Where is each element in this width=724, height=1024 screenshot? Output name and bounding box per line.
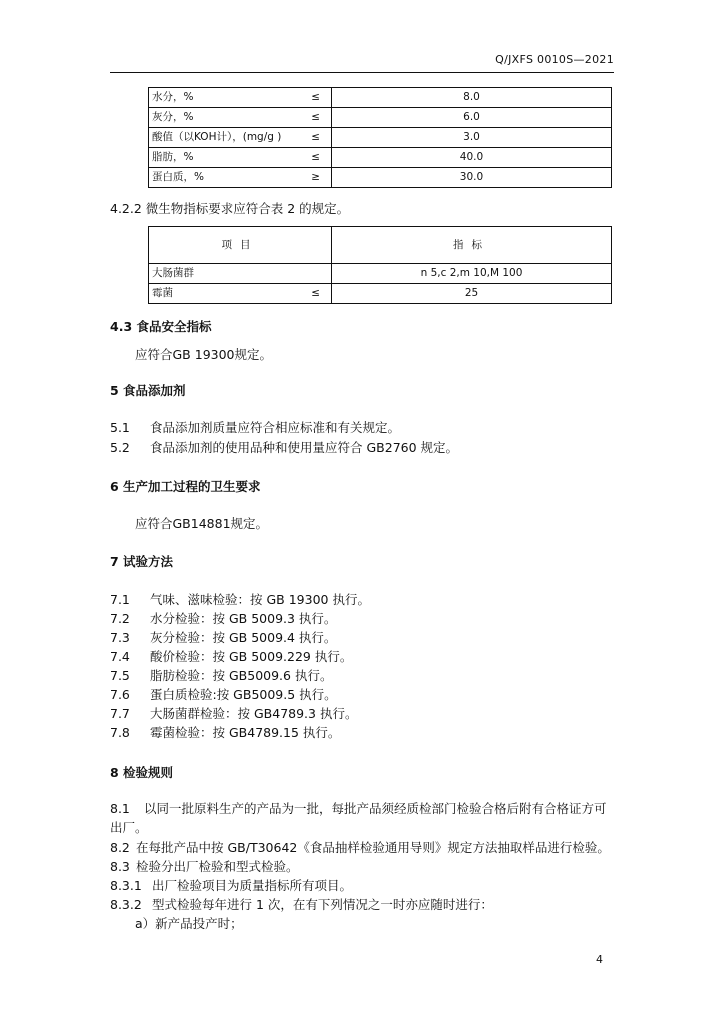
item-value: 30.0 [332,168,612,188]
section-8-title: 8 检验规则 [110,765,174,780]
section-6-text: 应符合GB14881规定。 [135,516,269,531]
clause-number: 7.1 [110,592,130,607]
comparison-operator: ≤ [311,111,320,123]
clause-number: 7.4 [110,649,130,664]
item-value: 6.0 [332,108,612,128]
comparison-operator: ≤ [311,151,320,163]
table-row [149,128,612,148]
clause-text: 大肠菌群检验：按 GB4789.3 执行。 [150,706,358,721]
clause-number: 7.6 [110,687,130,702]
clause-7-3 [110,628,336,646]
section-4-3-text: 应符合GB 19300规定。 [135,347,272,362]
clause-text: 灰分检验：按 GB 5009.4 执行。 [150,630,337,645]
microbial-table [148,226,612,304]
clause-number: 7.2 [110,611,130,626]
item-label: 酸值（以KOH计），(mg/g ) [152,131,282,143]
clause-number: 7.7 [110,706,130,721]
table-row [149,88,612,108]
section-6-title: 6 生产加工过程的卫生要求 [110,479,261,494]
clause-8-2 [110,838,610,856]
clause-number: 8.2 [110,840,130,855]
clause-text: 以同一批原料生产的产品为一批，每批产品须经质检部门检验合格后附有合格证方可 [144,801,607,816]
clause-7-1 [110,590,370,608]
header-rule [110,72,614,73]
item-label: 蛋白质，% [152,171,204,183]
clause-text: 食品添加剂质量应符合相应标准和有关规定。 [150,420,401,435]
clause-text: 气味、滋味检验：按 GB 19300 执行。 [150,592,370,607]
clause-8-1 [110,799,607,817]
clause-7-5 [110,666,332,684]
clause-text: 型式检验每年进行 1 次，在有下列情况之一时亦应随时进行： [152,897,493,912]
clause-text: 在每批产品中按 GB/T30642《食品抽样检验通用导则》规定方法抽取样品进行检验。 [136,840,610,855]
item-label: 灰分，% [152,111,194,123]
table-header-row [149,227,612,264]
comparison-operator: ≤ [311,91,320,103]
item-value: 40.0 [332,148,612,168]
clause-number: 7.5 [110,668,130,683]
table-row [149,148,612,168]
clause-number: 7.3 [110,630,130,645]
column-header-item: 项目 [149,227,332,264]
clause-5-1 [110,418,400,436]
clause-number: 8.3.2 [110,897,142,912]
clause-number: 5.2 [110,440,130,455]
comparison-operator: ≥ [311,171,320,183]
section-5-title: 5 食品添加剂 [110,383,186,398]
item-label: 脂肪，% [152,151,194,163]
item-label: 水分，% [152,91,194,103]
table-row [149,108,612,128]
clause-7-7 [110,704,357,722]
item-label: 大肠菌群 [152,267,194,279]
clause-number: 7.8 [110,725,130,740]
comparison-operator: ≤ [311,287,320,299]
table-row [149,284,612,304]
section-4-3-title: 4.3 食品安全指标 [110,319,212,334]
page-number: 4 [596,953,603,966]
clause-text: 蛋白质检验:按 GB5009.5 执行。 [150,687,337,702]
list-item-a: a）新产品投产时； [135,916,243,931]
clause-text: 检验分出厂检验和型式检验。 [136,859,299,874]
item-value: 25 [332,284,612,304]
clause-text: 酸价检验：按 GB 5009.229 执行。 [150,649,353,664]
clause-7-2 [110,609,336,627]
clause-number: 8.3 [110,859,130,874]
clause-number: 8.3.1 [110,878,142,893]
table-row [149,168,612,188]
item-value: 8.0 [332,88,612,108]
document-code: Q/JXFS 0010S—2021 [495,53,614,66]
item-value: 3.0 [332,128,612,148]
clause-text: 霉菌检验：按 GB4789.15 执行。 [150,725,341,740]
physicochemical-table [148,87,612,188]
section-7-title: 7 试验方法 [110,554,174,569]
clause-number: 8.1 [110,801,130,816]
clause-8-3-2 [110,895,493,913]
clause-8-3 [110,857,299,875]
column-header-value: 指标 [332,227,612,264]
clause-5-2 [110,438,458,456]
clause-7-6 [110,685,337,703]
clause-8-1-continued: 出厂。 [110,820,148,835]
clause-4-2-2: 4.2.2 微生物指标要求应符合表 2 的规定。 [110,201,350,216]
item-value: n 5,c 2,m 10,M 100 [332,264,612,284]
clause-number: 5.1 [110,420,130,435]
table-row [149,264,612,284]
clause-text: 食品添加剂的使用品种和使用量应符合 GB2760 规定。 [150,440,459,455]
clause-8-3-1 [110,876,352,894]
clause-text: 出厂检验项目为质量指标所有项目。 [152,878,353,893]
clause-text: 水分检验：按 GB 5009.3 执行。 [150,611,337,626]
clause-7-8 [110,723,340,741]
comparison-operator: ≤ [311,131,320,143]
clause-7-4 [110,647,352,665]
item-label: 霉菌 [152,287,173,299]
clause-text: 脂肪检验：按 GB5009.6 执行。 [150,668,333,683]
